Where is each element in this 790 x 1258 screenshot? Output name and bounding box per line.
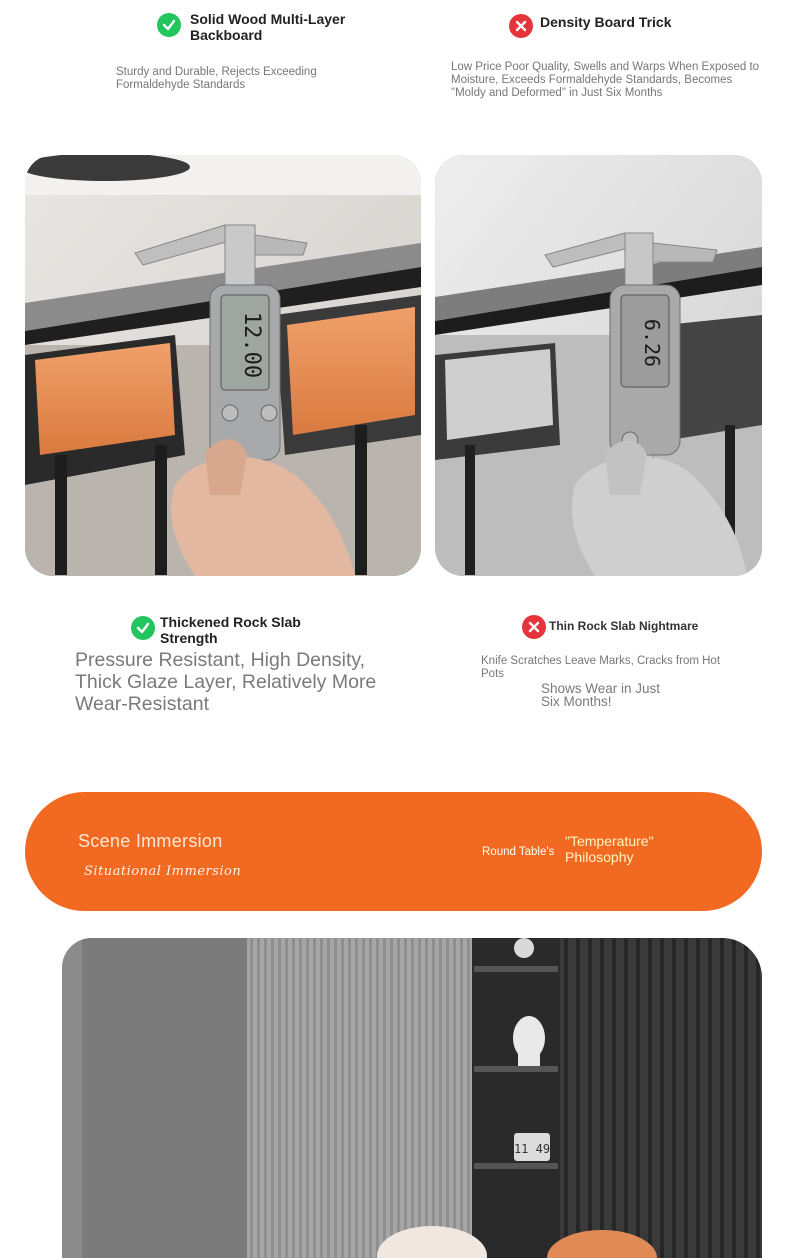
thin-slab-photo xyxy=(435,155,762,576)
solid-wood-desc: Sturdy and Durable, Rejects Exceeding Formaldehyde Standards xyxy=(116,66,317,91)
thick-slab-title: Thickened Rock Slab Strength xyxy=(160,614,301,646)
thin-slab-title: Thin Rock Slab Nightmare xyxy=(549,619,699,633)
thin-slab-warning: Shows Wear in Just Six Months! xyxy=(541,681,661,709)
banner-highlight: "Temperature" Philosophy xyxy=(565,833,654,865)
check-icon xyxy=(131,616,155,640)
density-board-title: Density Board Trick xyxy=(540,14,672,30)
cross-icon xyxy=(522,615,546,639)
banner-title: Scene Immersion xyxy=(78,831,223,851)
thick-slab-desc: Pressure Resistant, High Density, Thick Glaze Layer, Relatively More Wear-Resistant xyxy=(75,649,377,715)
thick-slab-photo xyxy=(25,155,421,576)
scene-photo xyxy=(62,938,762,1258)
banner-small-label: Round Table's xyxy=(482,846,555,858)
left-caliper-reading: 12.00 xyxy=(239,311,264,379)
banner-script: Situational Immersion xyxy=(84,864,242,879)
check-icon xyxy=(157,13,181,37)
flip-clock: 11 49 xyxy=(513,1142,551,1156)
density-board-desc: Low Price Poor Quality, Swells and Warps When Exposed to Moisture, Exceeds Formaldehyde Standards, Becomes "Moldy and Deformed" in Just Six Months xyxy=(451,61,760,99)
thin-slab-desc: Knife Scratches Leave Marks, Cracks from Hot Pots xyxy=(481,655,721,680)
cross-icon xyxy=(509,14,533,38)
solid-wood-title: Solid Wood Multi-Layer Backboard xyxy=(190,11,346,43)
right-caliper-reading: 6.26 xyxy=(640,318,664,368)
